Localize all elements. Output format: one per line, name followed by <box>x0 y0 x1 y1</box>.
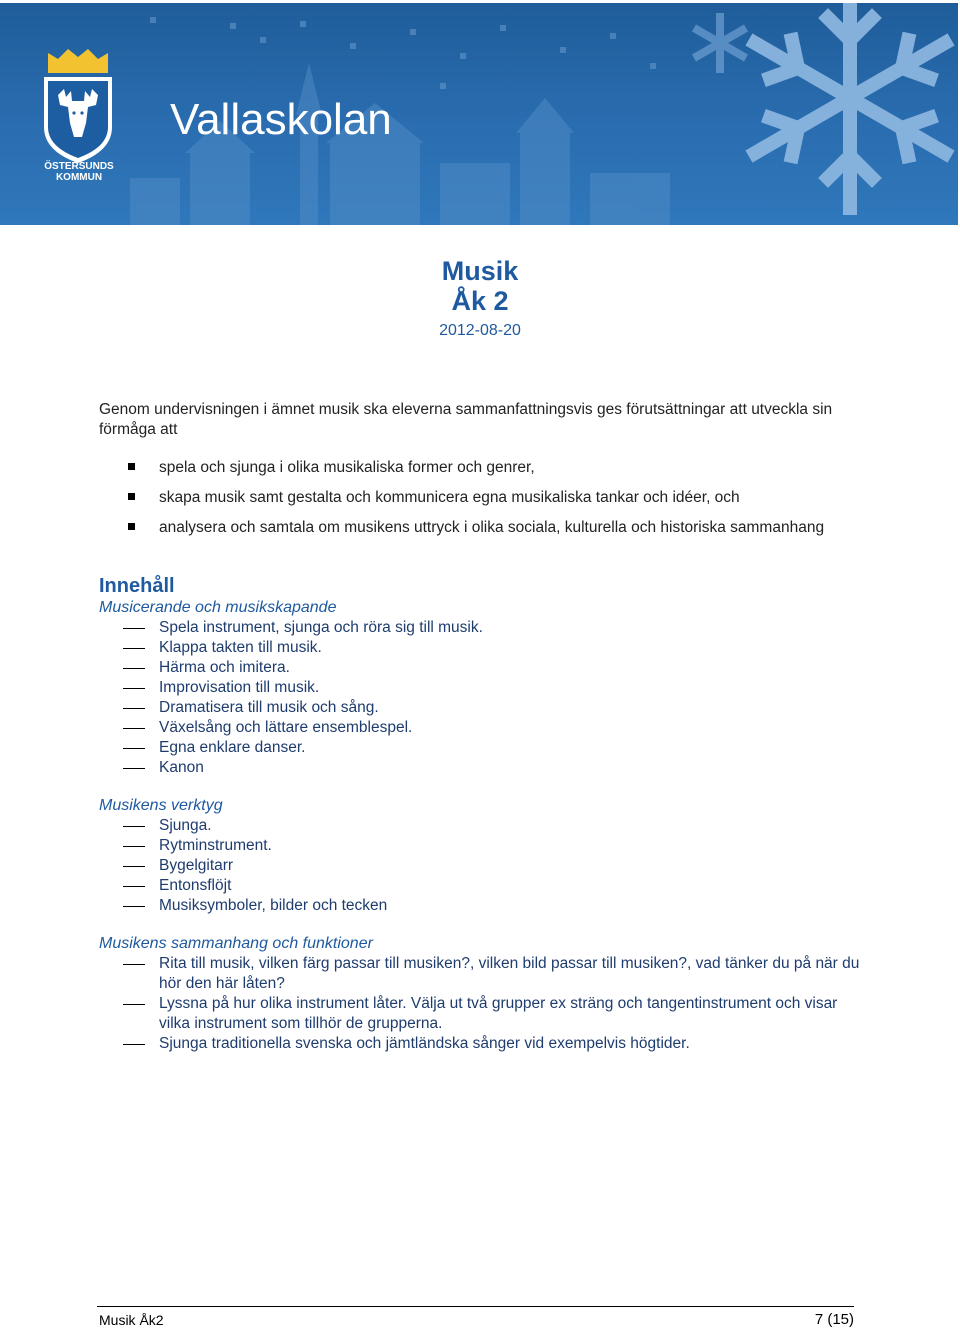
dash-bullet-icon <box>123 846 145 847</box>
list-item <box>99 698 869 718</box>
goals-list <box>99 458 869 538</box>
title-block <box>0 256 960 340</box>
list-item <box>99 678 869 698</box>
section-list <box>99 816 869 916</box>
list-item <box>99 738 869 758</box>
list-item-text: Lyssna på hur olika instrument låter. Välja ut två grupper ex sträng och tangentinstrument och visar vilka instrument som tillhör de grupperna. <box>159 995 838 1032</box>
list-item <box>99 758 869 778</box>
goal-text: analysera och samtala om musikens uttryck i olika sociala, kulturella och historiska sammanhang <box>159 519 825 536</box>
list-item-text: Dramatisera till musik och sång. <box>159 699 379 716</box>
list-item-text: Klappa takten till musik. <box>159 639 322 656</box>
doc-title: Musik <box>441 256 519 286</box>
list-item <box>99 954 869 994</box>
dash-bullet-icon <box>123 728 145 729</box>
list-item <box>99 658 869 678</box>
intro-paragraph: Genom undervisningen i ämnet musik ska eleverna sammanfattningsvis ges förutsättningar att utveckla sin förmåga att <box>99 401 833 438</box>
brand-title: Vallaskolan <box>170 95 392 144</box>
square-bullet-icon <box>128 523 135 530</box>
dash-bullet-icon <box>123 628 145 629</box>
section-heading: Musikens verktyg <box>99 797 223 814</box>
main-content <box>99 400 869 1054</box>
list-item-text: Växelsång och lättare ensemblespel. <box>159 719 413 736</box>
dash-bullet-icon <box>123 688 145 689</box>
section-list <box>99 954 869 1054</box>
list-item <box>99 1034 869 1054</box>
crest-caption-line1: ÖSTERSUNDS <box>44 161 114 172</box>
list-item <box>99 856 869 876</box>
list-item <box>99 994 869 1034</box>
list-item <box>99 816 869 836</box>
list-item-text: Sjunga. <box>159 817 212 834</box>
list-item <box>99 876 869 896</box>
square-bullet-icon <box>128 463 135 470</box>
content-heading: Innehåll <box>99 575 175 597</box>
dash-bullet-icon <box>123 964 145 965</box>
dash-bullet-icon <box>123 748 145 749</box>
list-item-text: Kanon <box>159 759 204 776</box>
banner-pattern <box>0 3 958 225</box>
list-item <box>99 638 869 658</box>
section-list <box>99 618 869 778</box>
list-item-text: Musiksymboler, bilder och tecken <box>159 897 388 914</box>
dash-bullet-icon <box>123 648 145 649</box>
dash-bullet-icon <box>123 1044 145 1045</box>
dash-bullet-icon <box>123 826 145 827</box>
goal-item <box>99 488 869 508</box>
dash-bullet-icon <box>123 668 145 669</box>
crest-caption <box>36 161 122 183</box>
footer-page-number: 7 (15) <box>814 1311 854 1328</box>
dash-bullet-icon <box>123 866 145 867</box>
dash-bullet-icon <box>123 1004 145 1005</box>
square-bullet-icon <box>128 493 135 500</box>
list-item-text: Spela instrument, sjunga och röra sig till musik. <box>159 619 483 636</box>
section-heading: Musicerande och musikskapande <box>99 599 337 616</box>
list-item-text: Bygelgitarr <box>159 857 234 874</box>
goal-item <box>99 518 869 538</box>
dash-bullet-icon <box>123 886 145 887</box>
list-item <box>99 896 869 916</box>
list-item <box>99 836 869 856</box>
dash-bullet-icon <box>123 708 145 709</box>
list-item-text: Härma och imitera. <box>159 659 290 676</box>
dash-bullet-icon <box>123 906 145 907</box>
list-item-text: Rytminstrument. <box>159 837 272 854</box>
doc-subtitle: Åk 2 <box>451 286 509 316</box>
section-heading: Musikens sammanhang och funktioner <box>99 935 373 952</box>
footer-doc-name: Musik Åk2 <box>99 1312 164 1328</box>
list-item-text: Egna enklare danser. <box>159 739 306 756</box>
goal-item <box>99 458 869 478</box>
crest-caption-line2: KOMMUN <box>55 172 103 183</box>
header-banner <box>0 3 958 225</box>
list-item <box>99 718 869 738</box>
list-item-text: Improvisation till musik. <box>159 679 320 696</box>
list-item-text: Entonsflöjt <box>159 877 232 894</box>
footer-divider <box>97 1306 854 1307</box>
goal-text: spela och sjunga i olika musikaliska former och genrer, <box>159 459 535 476</box>
dash-bullet-icon <box>123 768 145 769</box>
doc-date: 2012-08-20 <box>439 322 521 339</box>
list-item <box>99 618 869 638</box>
list-item-text: Rita till musik, vilken färg passar till musiken?, vilken bild passar till musiken?, vad tänker du på när du hör den här låten? <box>159 955 860 992</box>
goal-text: skapa musik samt gestalta och kommunicera egna musikaliska tankar och idéer, och <box>159 489 740 506</box>
list-item-text: Sjunga traditionella svenska och jämtländska sånger vid exempelvis högtider. <box>159 1035 690 1052</box>
